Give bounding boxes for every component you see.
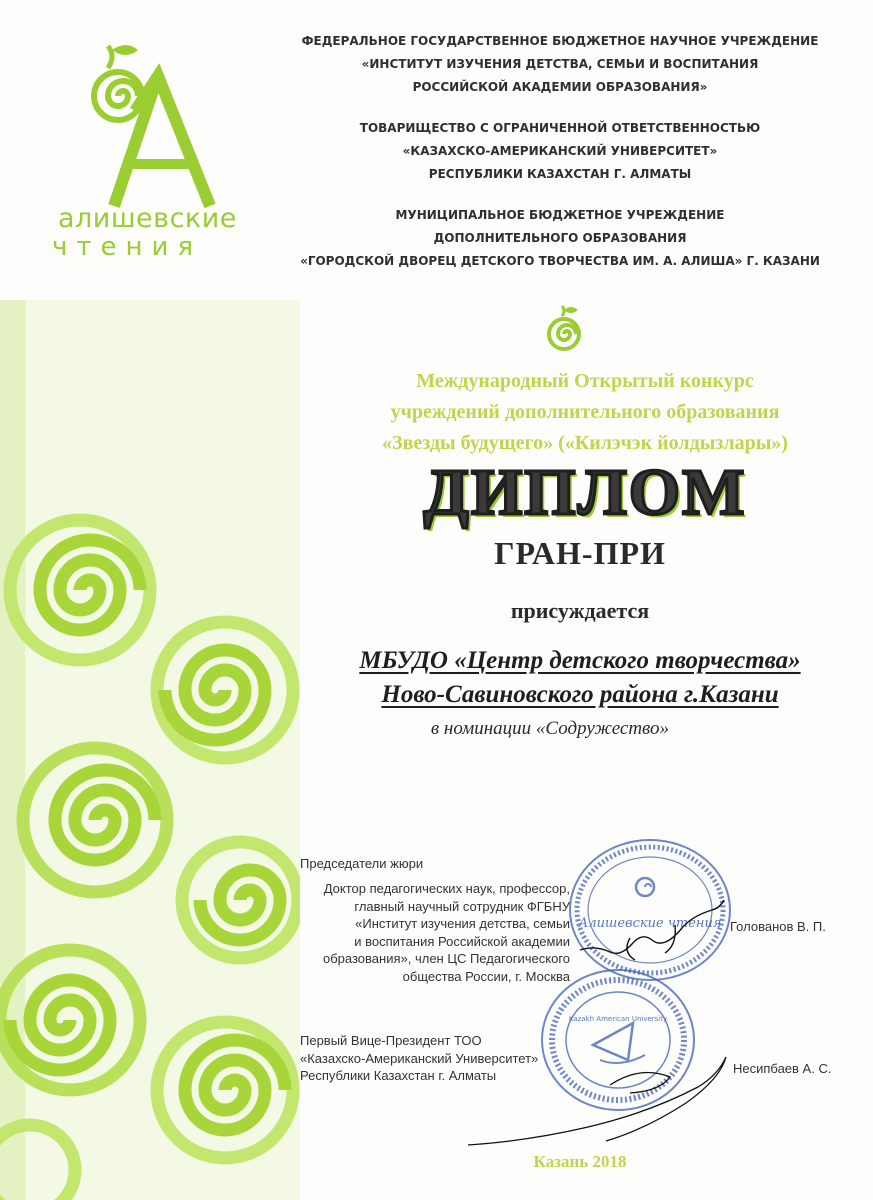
org3-line2: ДОПОЛНИТЕЛЬНОГО ОБРАЗОВАНИЯ (433, 231, 687, 245)
diploma-heading: ДИПЛОМ (423, 456, 747, 529)
org1-line2: «ИНСТИТУТ ИЗУЧЕНИЯ ДЕТСТВА, СЕМЬИ И ВОСПИТАНИЯ (361, 57, 759, 71)
jury2-line3: Республики Казахстан г. Алматы (300, 1068, 497, 1083)
jury2-line2: «Казахско-Американский Университет» (300, 1050, 539, 1066)
org1-line1: ФЕДЕРАЛЬНОЕ ГОСУДАРСТВЕННОЕ БЮДЖЕТНОЕ НАУЧНОЕ УЧРЕЖДЕНИЕ (301, 34, 819, 48)
jury1-line5: образования», член ЦС Педагогического (323, 951, 570, 966)
jury-member1-description (300, 880, 570, 985)
org2-line2: «КАЗАХСКО-АМЕРИКАНСКИЙ УНИВЕРСИТЕТ» (402, 144, 718, 158)
contest-title (300, 366, 870, 459)
logo-text-line1: алишевские (58, 203, 237, 234)
organizations-header (300, 30, 820, 291)
jury1-line6: общества России, г. Москва (402, 968, 570, 984)
organization-3 (300, 204, 820, 273)
org2-line3: РЕСПУБЛИКИ КАЗАХСТАН Г. АЛМАТЫ (428, 167, 692, 181)
nomination-text: в номинации «Содружество» (430, 718, 670, 739)
signature-golovanov (570, 880, 730, 970)
stamp2-inner-text: Kazakh American University (568, 1015, 668, 1023)
jury-title: Председатели жюри (300, 856, 424, 871)
jury1-line2: главный научный сотрудник ФГБНУ (354, 898, 570, 914)
contest-line1: Международный Открытый конкурс (416, 370, 754, 392)
jury-member2-name: Несипбаев А. С. (733, 1061, 832, 1076)
green-swirl-decoration (0, 300, 300, 1200)
org1-line3: РОССИЙСКОЙ АКАДЕМИИ ОБРАЗОВАНИЯ» (412, 80, 708, 94)
jury1-line1: Доктор педагогических наук, профессор, (323, 881, 570, 896)
jury-member1-name: Голованов В. П. (730, 919, 826, 934)
org3-line1: МУНИЦИПАЛЬНОЕ БЮДЖЕТНОЕ УЧРЕЖДЕНИЕ (395, 208, 725, 222)
footer-city-year: Казань 2018 (533, 1152, 627, 1171)
contest-line3: «Звезды будущего» («Килэчэк йолдызлары») (382, 432, 788, 454)
stamp1-inner-text: Алишевские чтения (578, 916, 722, 931)
org2-line1: ТОВАРИЩЕСТВО С ОГРАНИЧЕННОЙ ОТВЕТСТВЕННОСТЬЮ (359, 121, 761, 135)
jury2-line1: Первый Вице-Президент ТОО (300, 1033, 482, 1048)
jury1-line3: «Институт изучения детства, семьи (355, 916, 570, 931)
apple-swirl-icon (544, 302, 584, 354)
organization-1 (300, 30, 820, 99)
recipient-line1: МБУДО «Центр детского творчества» (359, 647, 801, 674)
grand-prix-label: ГРАН-ПРИ (494, 535, 666, 571)
signature-nesipbaev (460, 1045, 740, 1155)
organization-2 (300, 117, 820, 186)
recipient-line2: Ново-Савиновского района г.Казани (381, 681, 779, 708)
recipient-name (300, 644, 860, 712)
contest-line2: учреждений дополнительного образования (390, 401, 780, 423)
jury1-line4: и воспитания Российской академии (354, 933, 570, 949)
awarded-label: присуждается (510, 598, 650, 623)
org3-line3: «ГОРОДСКОЙ ДВОРЕЦ ДЕТСКОГО ТВОРЧЕСТВА ИМ. А. АЛИША» Г. КАЗАНИ (300, 254, 820, 268)
logo-text-line2: чтения (52, 232, 203, 262)
